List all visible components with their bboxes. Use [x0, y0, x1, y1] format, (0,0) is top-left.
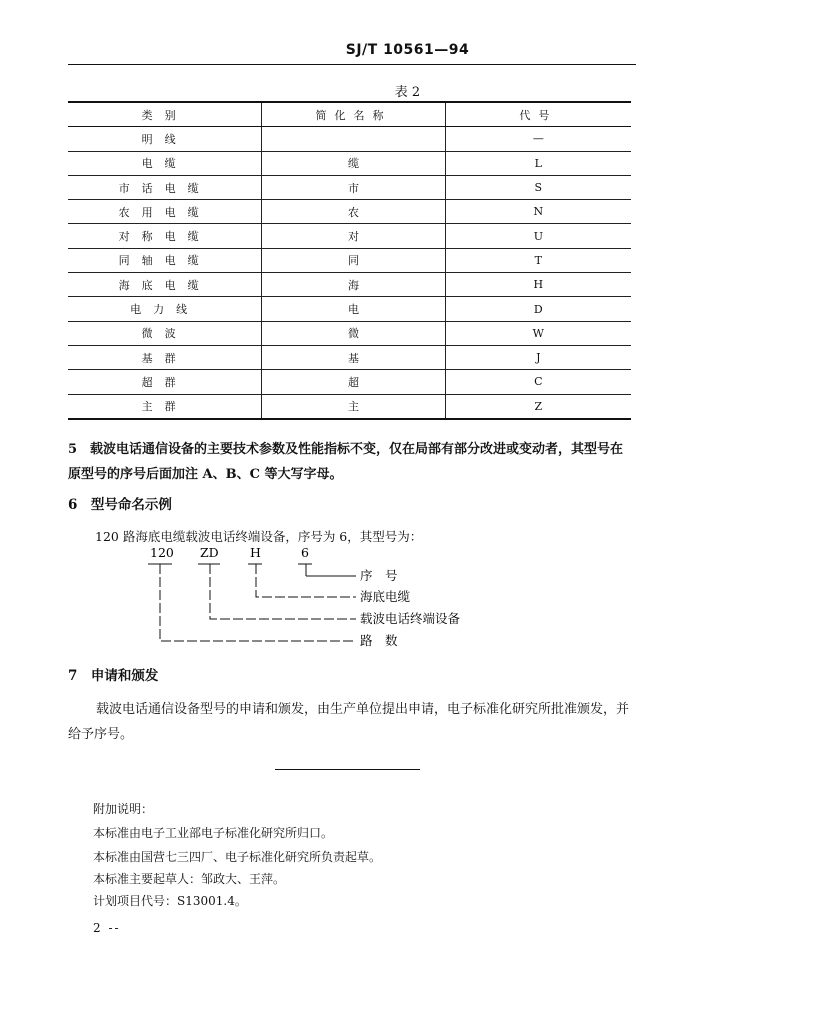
table-row: [68, 127, 631, 151]
cell-code: J: [445, 345, 631, 369]
section-5-paragraph: 5 载波电话通信设备的主要技术参数及性能指标不变，仅在局部有部分改进或变动者，其型号在原型号的序号后面加注 A、B、C 等大写字母。: [68, 442, 624, 482]
cell-code: C: [445, 370, 631, 394]
standard-code-header: SJ/T 10561—94: [345, 42, 470, 58]
cell-abbreviation: 市: [262, 175, 445, 199]
cell-code: Z: [445, 394, 631, 419]
cell-abbreviation: 农: [262, 200, 445, 224]
diagram-label-serial: 序 号: [360, 568, 398, 583]
cell-abbreviation: 海: [262, 273, 445, 297]
cell-abbreviation: [262, 127, 445, 151]
cell-abbreviation: 缆: [262, 151, 445, 175]
cell-code: —: [445, 127, 631, 151]
cell-abbreviation: 同: [262, 248, 445, 272]
note-line: 本标准由国营七三四厂、电子标准化研究所负责起草。: [93, 850, 382, 864]
column-header-category: 类别: [68, 102, 262, 127]
note-line: 本标准主要起草人：邹政大、王萍。: [93, 872, 286, 886]
note-line: 计划项目代号：S13001.4。: [93, 894, 247, 908]
column-header-code: 代号: [445, 102, 631, 127]
note-line: 本标准由电子工业部电子标准化研究所归口。: [93, 826, 334, 840]
table-row: [68, 224, 631, 248]
cell-abbreviation: 主: [262, 394, 445, 419]
cell-code: S: [445, 175, 631, 199]
notes-title: 附加说明：: [93, 802, 154, 816]
cell-category: 明线: [68, 127, 262, 151]
table-row: [68, 370, 631, 394]
cell-category: 农用电缆: [68, 200, 262, 224]
section-6-example: 120 路海底电缆载波电话终端设备，序号为 6，其型号为：: [95, 529, 423, 544]
cell-code: H: [445, 273, 631, 297]
table-header-row: [68, 102, 631, 127]
table-row: [68, 297, 631, 321]
cell-category: 电缆: [68, 151, 262, 175]
cell-abbreviation: 电: [262, 297, 445, 321]
cell-category: 同轴电缆: [68, 248, 262, 272]
cell-category: 主群: [68, 394, 262, 419]
cell-code: D: [445, 297, 631, 321]
cell-category: 市话电缆: [68, 175, 262, 199]
header-rule: [68, 64, 636, 65]
page-number: 2 --: [93, 921, 121, 935]
diagram-label-type: 载波电话终端设备: [360, 611, 461, 626]
diagram-part-type: ZD: [200, 545, 219, 560]
cell-code: W: [445, 321, 631, 345]
table-row: [68, 175, 631, 199]
table-row: [68, 321, 631, 345]
section-6-title: 6 型号命名示例: [68, 497, 172, 513]
table-caption: 表 2: [394, 85, 421, 100]
table-row: [68, 200, 631, 224]
section-7-paragraph: 载波电话通信设备型号的申请和颁发，由生产单位提出申请，电子标准化研究所批准颁发，并给予序号。: [68, 702, 630, 742]
cell-category: 电力线: [68, 297, 262, 321]
cell-category: 海底电缆: [68, 273, 262, 297]
diagram-label-medium: 海底电缆: [360, 589, 411, 604]
cell-category: 微波: [68, 321, 262, 345]
table-row: [68, 345, 631, 369]
cell-code: T: [445, 248, 631, 272]
cell-category: 超群: [68, 370, 262, 394]
cell-code: U: [445, 224, 631, 248]
diagram-leader-lines: [148, 564, 356, 641]
code-table: [68, 101, 631, 420]
end-rule: [275, 769, 420, 770]
cell-code: N: [445, 200, 631, 224]
diagram-part-medium: H: [250, 545, 261, 560]
table-row: [68, 394, 631, 419]
table-row: [68, 151, 631, 175]
cell-abbreviation: 对: [262, 224, 445, 248]
cell-category: 基群: [68, 345, 262, 369]
section-7-title: 7 申请和颁发: [68, 668, 159, 684]
model-naming-diagram: [140, 545, 520, 655]
cell-abbreviation: 基: [262, 345, 445, 369]
diagram-part-serial: 6: [301, 545, 309, 560]
cell-code: L: [445, 151, 631, 175]
table-row: [68, 273, 631, 297]
cell-abbreviation: 微: [262, 321, 445, 345]
cell-category: 对称电缆: [68, 224, 262, 248]
diagram-label-quantity: 路 数: [360, 633, 398, 648]
diagram-part-quantity: 120: [150, 545, 174, 560]
cell-abbreviation: 超: [262, 370, 445, 394]
column-header-abbreviation: 简化名称: [262, 102, 445, 127]
table-row: [68, 248, 631, 272]
